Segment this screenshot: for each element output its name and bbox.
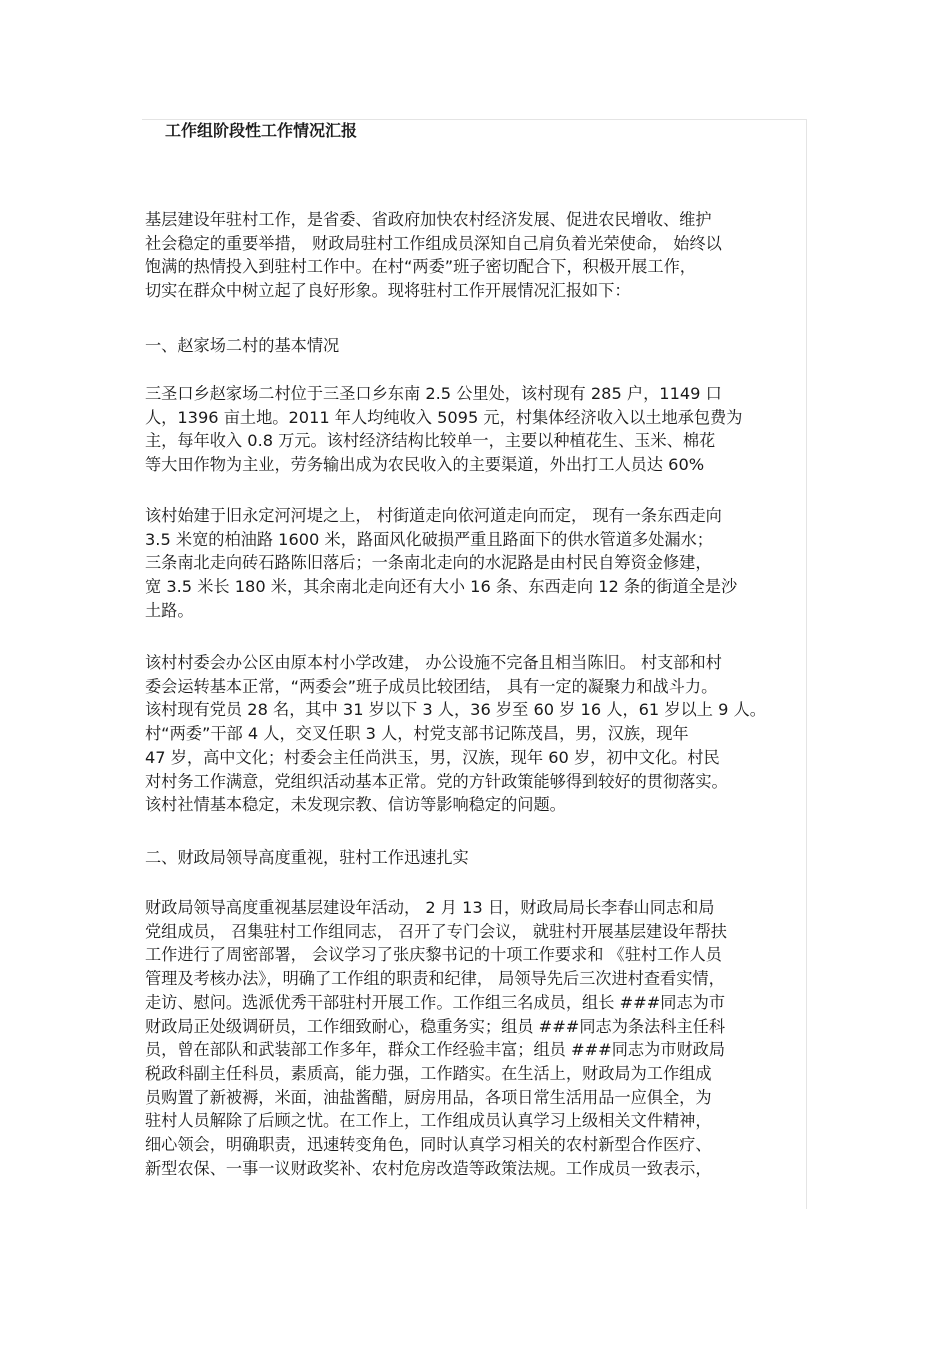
text-line: 三圣口乡赵家场二村位于三圣口乡东南 2.5 公里处，该村现有 285 户，1149 口 xyxy=(145,384,722,403)
paragraph-leadership xyxy=(145,896,810,1180)
text-line: 该村现有党员 28 名，其中 31 岁以下 3 人，36 岁至 60 岁 16 人，61 岁以上 9 人。 xyxy=(145,700,766,720)
text-line: 三条南北走向砖石路陈旧落后；一条南北走向的水泥路是由村民自筹资金修建， xyxy=(145,553,712,573)
text-line: 该村村委会办公区由原本村小学改建， 办公设施不完备且相当陈旧。 村支部和村 xyxy=(145,653,722,672)
text-line: 该村始建于旧永定河河堤之上， 村街道走向依河道走向而定， 现有一条东西走向 xyxy=(145,506,722,525)
text-line: 委会运转基本正常，“两委会”班子成员比较团结， 具有一定的凝聚力和战斗力。 xyxy=(145,676,718,696)
text-line: 社会稳定的重要举措， 财政局驻村工作组成员深知自己肩负着光荣使命， 始终以 xyxy=(145,233,722,253)
text-line: 基层建设年驻村工作，是省委、省政府加快农村经济发展、促进农民增收、维护 xyxy=(145,210,712,229)
paragraph-roads xyxy=(145,504,810,623)
text-line: 员购置了新被褥，米面，油盐酱醋，厨房用品，各项日常生活用品一应俱全，为 xyxy=(145,1087,712,1107)
text-line: 村“两委”干部 4 人，交叉任职 3 人，村党支部书记陈茂昌，男，汉族，现年 xyxy=(145,724,689,744)
paragraph-committee xyxy=(145,651,810,817)
text-line: 员，曾在部队和武装部工作多年，群众工作经验丰富；组员 ###同志为市财政局 xyxy=(145,1040,726,1060)
text-line: 工作进行了周密部署， 会议学习了张庆黎书记的十项工作要求和 《驻村工作人员 xyxy=(145,945,722,965)
section-heading-2 xyxy=(145,847,810,869)
text-line: 管理及考核办法》，明确了工作组的职责和纪律， 局领导先后三次进村查看实情， xyxy=(145,969,725,989)
text-line: 细心领会，明确职责，迅速转变角色，同时认真学习相关的农村新型合作医疗、 xyxy=(145,1135,712,1155)
paragraph-basic-info xyxy=(145,382,810,477)
text-line: 对村务工作满意，党组织活动基本正常。党的方针政策能够得到较好的贯彻落实。 xyxy=(145,771,728,791)
text-line: 走访、慰问。选派优秀干部驻村开展工作。工作组三名成员，组长 ###同志为市 xyxy=(145,992,726,1012)
document-title: 工作组阶段性工作情况汇报 xyxy=(165,121,358,140)
text-line: 人，1396 亩土地。2011 年人均纯收入 5095 元，村集体经济收入以土地承包费为 xyxy=(145,407,743,427)
text-line: 3.5 米宽的柏油路 1600 米，路面风化破损严重且路面下的供水管道多处漏水； xyxy=(145,529,713,549)
text-line: 新型农保、一事一议财政奖补、农村危房改造等政策法规。工作成员一致表示， xyxy=(145,1158,712,1178)
text-line: 土路。 xyxy=(145,600,194,620)
text-line: 财政局领导高度重视基层建设年活动， 2 月 13 日，财政局局长李春山同志和局 xyxy=(145,898,715,917)
text-line: 驻村人员解除了后顾之忧。在工作上，工作组成员认真学习上级相关文件精神， xyxy=(145,1111,712,1131)
paragraph-intro xyxy=(145,208,810,303)
text-line: 饱满的热情投入到驻村工作中。在村“两委”班子密切配合下，积极开展工作， xyxy=(145,257,696,277)
text-line: 等大田作物为主业，劳务输出成为农民收入的主要渠道，外出打工人员达 60% xyxy=(145,455,705,475)
text-line: 党组成员， 召集驻村工作组同志， 召开了专门会议， 就驻村开展基层建设年帮扶 xyxy=(145,921,727,941)
section-heading-text: 一、赵家场二村的基本情况 xyxy=(145,336,340,355)
text-line: 该村社情基本稳定，未发现宗教、信访等影响稳定的问题。 xyxy=(145,795,566,815)
text-line: 宽 3.5 米长 180 米，其余南北走向还有大小 16 条、东西走向 12 条的街道全是沙 xyxy=(145,577,738,597)
text-line: 财政局正处级调研员，工作细致耐心，稳重务实；组员 ###同志为条法科主任科 xyxy=(145,1016,726,1036)
text-line: 切实在群众中树立起了良好形象。现将驻村工作开展情况汇报如下： xyxy=(145,281,631,301)
text-line: 主，每年收入 0.8 万元。该村经济结构比较单一，主要以种植花生、玉米、棉花 xyxy=(145,431,716,451)
section-heading-1 xyxy=(145,335,810,357)
section-heading-text: 二、财政局领导高度重视，驻村工作迅速扎实 xyxy=(145,848,469,867)
text-line: 税政科副主任科员，素质高，能力强，工作踏实。在生活上，财政局为工作组成 xyxy=(145,1063,712,1083)
text-line: 47 岁，高中文化；村委会主任尚洪玉，男，汉族，现年 60 岁，初中文化。村民 xyxy=(145,747,720,767)
